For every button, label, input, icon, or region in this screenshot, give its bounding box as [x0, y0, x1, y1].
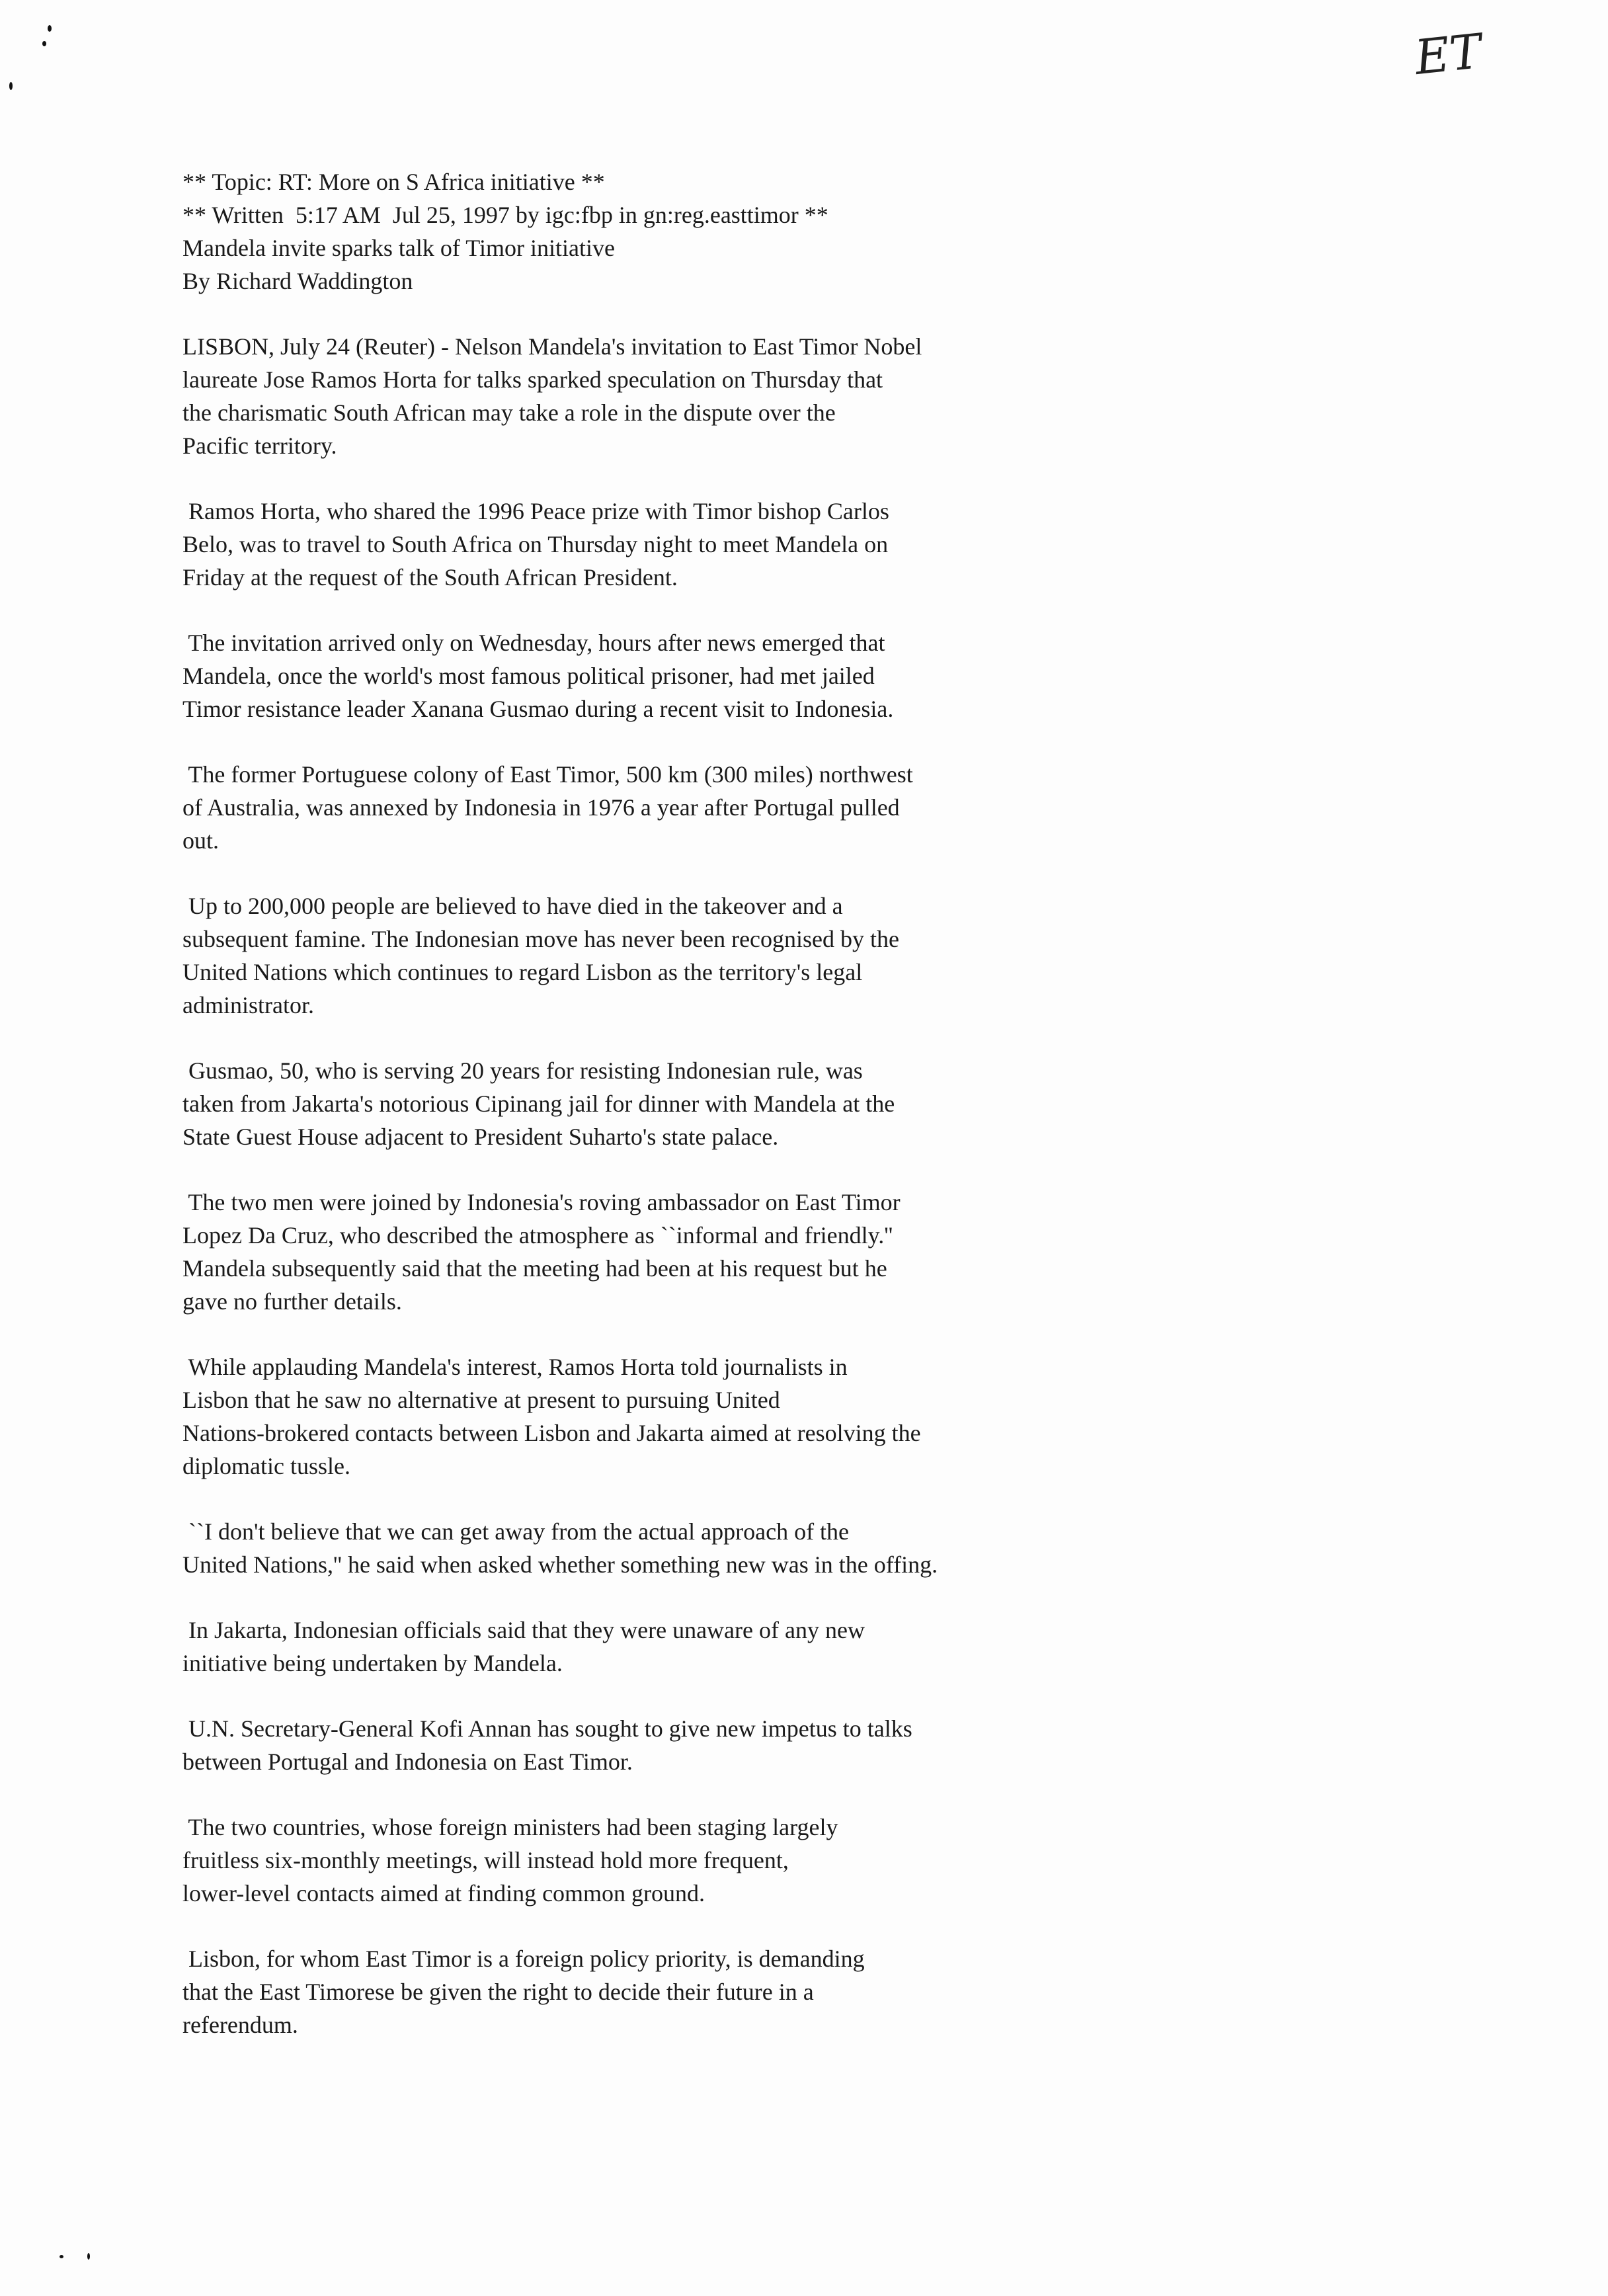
paragraph-gap [182, 1778, 1108, 1811]
paragraph-line: United Nations which continues to regard Lisbon as the territory's legal [182, 959, 863, 985]
scan-speck [87, 2253, 90, 2260]
paragraph-line: lower-level contacts aimed at finding common ground. [182, 1880, 705, 1906]
paragraph-gap [182, 1318, 1108, 1350]
paragraph-line: Gusmao, 50, who is serving 20 years for resisting Indonesian rule, was [182, 1057, 863, 1084]
paragraph-gap [182, 462, 1108, 495]
article-paragraph [182, 1811, 1108, 1910]
written-line: ** Written 5:17 AM Jul 25, 1997 by igc:fbp in gn:reg.easttimor ** [182, 202, 828, 228]
paragraph-line: The former Portuguese colony of East Timor, 500 km (300 miles) northwest [182, 761, 913, 788]
paragraph-list [182, 330, 1108, 2041]
handwritten-annotation: ET [1412, 22, 1484, 86]
paragraph-line: Mandela, once the world's most famous political prisoner, had met jailed [182, 663, 875, 689]
paragraph-line: diplomatic tussle. [182, 1453, 350, 1479]
scan-speck [48, 25, 52, 32]
paragraph-line: In Jakarta, Indonesian officials said that they were unaware of any new [182, 1617, 865, 1643]
paragraph-gap [182, 1680, 1108, 1712]
paragraph-gap [182, 1483, 1108, 1515]
paragraph-line: gave no further details. [182, 1288, 402, 1315]
scan-speck [9, 82, 13, 90]
scan-speck [60, 2255, 63, 2258]
article-paragraph [182, 1515, 1108, 1581]
paragraph-line: ``I don't believe that we can get away from the actual approach of the [182, 1518, 850, 1545]
paragraph-gap [182, 594, 1108, 626]
article-paragraph [182, 330, 1108, 462]
paragraph-line: between Portugal and Indonesia on East Timor. [182, 1748, 633, 1775]
paragraph-line: laureate Jose Ramos Horta for talks sparked speculation on Thursday that [182, 366, 883, 393]
paragraph-line: Up to 200,000 people are believed to have died in the takeover and a [182, 893, 843, 919]
article-paragraph [182, 1186, 1108, 1318]
paragraph-line: Belo, was to travel to South Africa on Thursday night to meet Mandela on [182, 531, 889, 557]
paragraph-gap [182, 1153, 1108, 1186]
paragraph-gap [182, 1581, 1108, 1614]
paragraph-gap [182, 1910, 1108, 1942]
article-paragraph [182, 1614, 1108, 1680]
paragraph-line: While applauding Mandela's interest, Ramos Horta told journalists in [182, 1354, 848, 1380]
paragraph-line: referendum. [182, 2012, 298, 2038]
paragraph-line: subsequent famine. The Indonesian move has never been recognised by the [182, 926, 899, 952]
paragraph-gap [182, 298, 1108, 330]
article-paragraph [182, 495, 1108, 594]
paragraph-gap [182, 725, 1108, 758]
paragraph-line: Timor resistance leader Xanana Gusmao during a recent visit to Indonesia. [182, 696, 894, 722]
paragraph-line: The two countries, whose foreign ministers had been staging largely [182, 1814, 838, 1840]
paragraph-line: Nations-brokered contacts between Lisbon and Jakarta aimed at resolving the [182, 1420, 921, 1446]
paragraph-line: The two men were joined by Indonesia's roving ambassador on East Timor [182, 1189, 901, 1215]
byline: By Richard Waddington [182, 268, 413, 294]
paragraph-line: that the East Timorese be given the right to decide their future in a [182, 1979, 814, 2005]
paragraph-line: fruitless six-monthly meetings, will instead hold more frequent, [182, 1847, 789, 1873]
paragraph-line: initiative being undertaken by Mandela. [182, 1650, 563, 1676]
paragraph-line: of Australia, was annexed by Indonesia in 1976 a year after Portugal pulled [182, 794, 900, 821]
article-paragraph [182, 1942, 1108, 2041]
paragraph-gap [182, 1022, 1108, 1054]
paragraph-line: State Guest House adjacent to President Suharto's state palace. [182, 1124, 779, 1150]
paragraph-line: Friday at the request of the South African President. [182, 564, 678, 591]
paragraph-line: U.N. Secretary-General Kofi Annan has sought to give new impetus to talks [182, 1715, 912, 1742]
headline: Mandela invite sparks talk of Timor initiative [182, 235, 615, 261]
scan-speck [42, 41, 46, 46]
article-paragraph [182, 1350, 1108, 1483]
paragraph-line: taken from Jakarta's notorious Cipinang jail for dinner with Mandela at the [182, 1090, 895, 1117]
article-body [182, 165, 1108, 2041]
paragraph-line: Pacific territory. [182, 432, 337, 459]
paragraph-line: Ramos Horta, who shared the 1996 Peace prize with Timor bishop Carlos [182, 498, 889, 524]
article-paragraph [182, 758, 1108, 857]
paragraph-line: Lisbon, for whom East Timor is a foreign policy priority, is demanding [182, 1946, 865, 1972]
paragraph-gap [182, 857, 1108, 889]
paragraph-line: administrator. [182, 992, 314, 1018]
paragraph-line: United Nations,'' he said when asked whether something new was in the offing. [182, 1551, 938, 1578]
paragraph-line: Mandela subsequently said that the meeting had been at his request but he [182, 1255, 887, 1282]
topic-line: ** Topic: RT: More on S Africa initiative ** [182, 169, 605, 195]
paragraph-line: out. [182, 827, 220, 854]
article-paragraph [182, 889, 1108, 1022]
article-paragraph [182, 1712, 1108, 1778]
article-paragraph [182, 626, 1108, 725]
paragraph-line: the charismatic South African may take a role in the dispute over the [182, 399, 836, 426]
paragraph-line: The invitation arrived only on Wednesday, hours after news emerged that [182, 630, 885, 656]
paragraph-line: Lisbon that he saw no alternative at present to pursuing United [182, 1387, 780, 1413]
article-paragraph [182, 1054, 1108, 1153]
paragraph-line: LISBON, July 24 (Reuter) - Nelson Mandela's invitation to East Timor Nobel [182, 333, 922, 360]
paragraph-line: Lopez Da Cruz, who described the atmosphere as ``informal and friendly.'' [182, 1222, 893, 1249]
